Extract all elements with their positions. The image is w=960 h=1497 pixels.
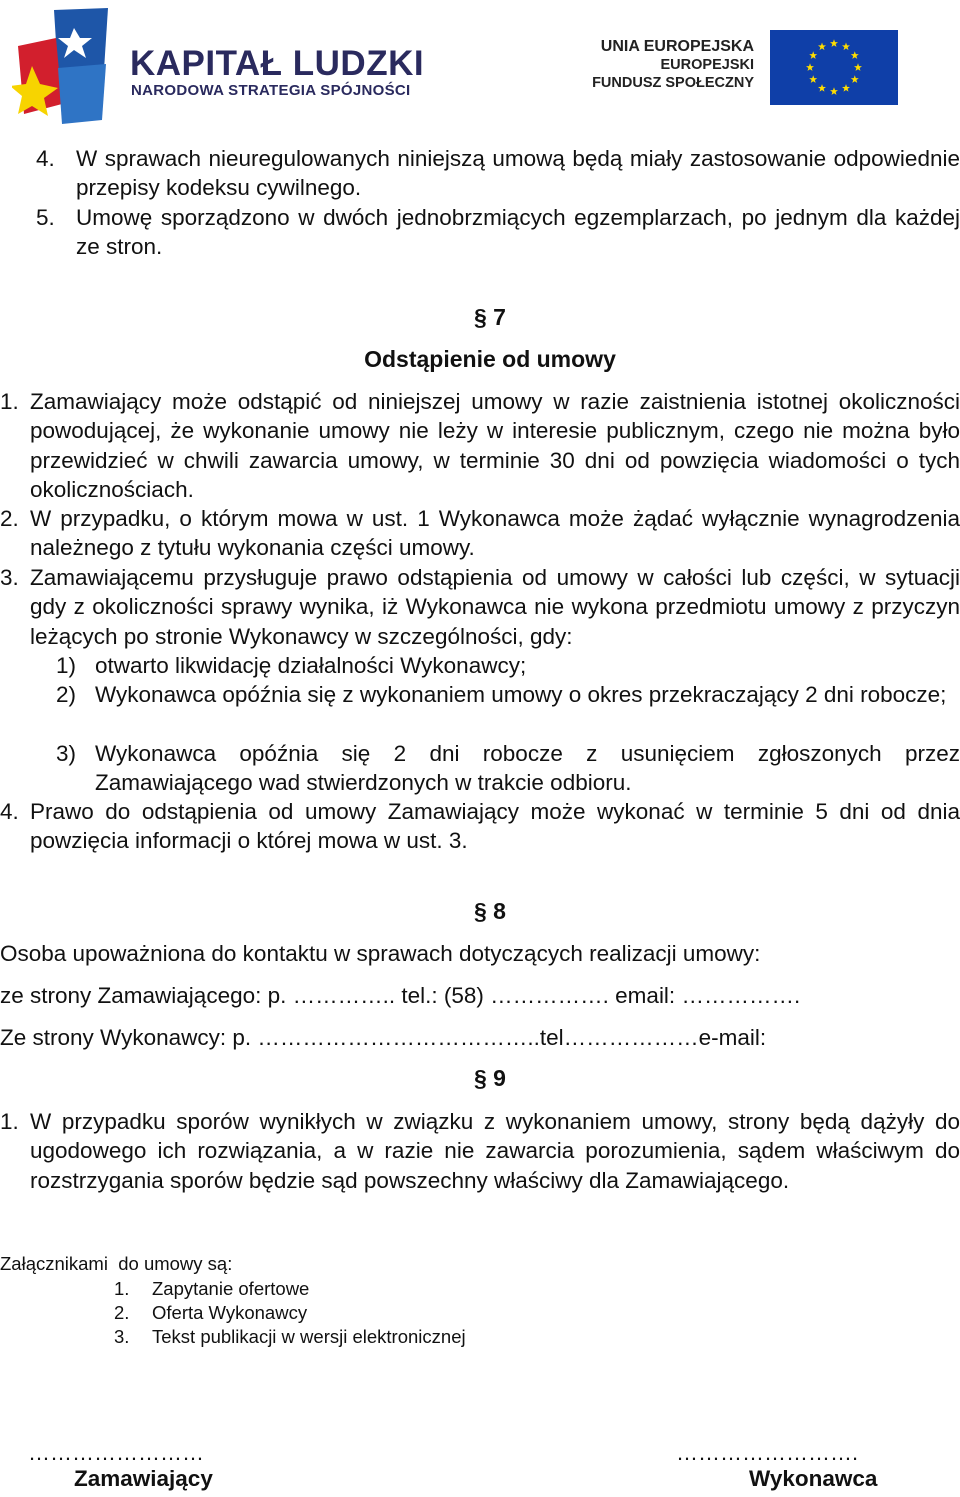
item-text: Prawo do odstąpienia od umowy Zamawiający może wykonać w terminie 5 dni od dnia powzięcia informacji o której mowa w ust. 3. [30, 799, 960, 854]
kapital-ludzki-subtitle: NARODOWA STRATEGIA SPÓJNOŚCI [131, 82, 411, 99]
item-text: Oferta Wykonawcy [152, 1302, 308, 1323]
item-text: Umowę sporządzono w dwóch jednobrzmiących egzemplarzach, po jednym dla każdej ze stron. [76, 205, 960, 260]
contact-zamawiajacy: ze strony Zamawiającego: p. ………….. tel.: (58) ……………. email: ……………. [0, 983, 801, 1008]
item-number: 3) [56, 741, 77, 766]
item-number: 4. [36, 146, 55, 171]
item-number: 1. [0, 1109, 19, 1134]
section-mark-8: § 8 [474, 898, 506, 924]
list-item [0, 797, 960, 856]
section-mark-7: § 7 [474, 304, 506, 330]
item-text: W sprawach nieuregulowanych niniejszą umową będą miały zastosowanie odpowiednie przepisy kodeksu cywilnego. [76, 146, 960, 201]
attachment-item [114, 1301, 714, 1326]
kapital-ludzki-logo-icon [12, 8, 124, 126]
item-number: 2. [114, 1302, 130, 1323]
eu-logo-line3: FUNDUSZ SPOŁECZNY [592, 75, 754, 91]
item-text: Zamawiającemu przysługuje prawo odstąpienia od umowy w całości lub części, w sytuacji gdy z okoliczności sprawy wynika, iż Wykonawca nie wykona przedmiotu umowy z przyczyn leżących po stronie Wykonawcy w szczególności, gdy: [30, 565, 960, 649]
kapital-ludzki-title: KAPITAŁ LUDZKI [130, 44, 425, 83]
signature-label-wykonawca: Wykonawca [749, 1466, 878, 1491]
item-text: Zapytanie ofertowe [152, 1278, 310, 1299]
section-title-7: Odstąpienie od umowy [364, 346, 616, 372]
item-text: Zamawiający może odstąpić od niniejszej umowy w razie zaistnienia istotnej okoliczności powodującej, że wykonanie umowy nie leży w interesie publicznym, czego nie można było przewidzieć w chwili zawarcia umowy, w terminie 30 dni od powzięcia wiadomości o tych okolicznościach. [30, 389, 960, 502]
item-number: 2) [56, 682, 77, 707]
list-item [36, 203, 960, 262]
item-number: 2. [0, 506, 19, 531]
eu-flag-icon [770, 30, 898, 105]
list-item [36, 144, 960, 203]
item-number: 3. [0, 565, 19, 590]
list-item [0, 504, 960, 563]
list-item [0, 563, 960, 651]
list-item [0, 1107, 960, 1195]
signature-line-left: …………………… [28, 1440, 204, 1465]
eu-logo-line1: UNIA EUROPEJSKA [600, 38, 754, 55]
item-number: 1. [114, 1278, 130, 1299]
item-number: 5. [36, 205, 55, 230]
attachment-item [114, 1325, 714, 1350]
item-text: Wykonawca opóźnia się 2 dni robocze z usunięciem zgłoszonych przez Zamawiającego wad stwierdzonych w trakcie odbioru. [95, 741, 960, 796]
contact-wykonawca: Ze strony Wykonawcy: p. ………………………………..tel………………e-mail: [0, 1025, 767, 1050]
sub-list-item [56, 739, 960, 798]
item-number: 1. [0, 389, 19, 414]
signature-line-right: ……………………. [676, 1440, 859, 1465]
attachments-title: Załącznikami do umowy są: [0, 1253, 233, 1274]
item-number: 4. [0, 799, 19, 824]
contact-intro: Osoba upoważniona do kontaktu w sprawach dotyczących realizacji umowy: [0, 941, 761, 966]
sub-list-item [56, 651, 960, 680]
item-text: Tekst publikacji w wersji elektronicznej [152, 1326, 466, 1347]
signature-label-zamawiajacy: Zamawiający [74, 1466, 213, 1491]
item-number: 1) [56, 653, 77, 678]
item-text: W przypadku sporów wynikłych w związku z wykonaniem umowy, strony będą dążyły do ugodowego ich rozwiązania, a w razie nie zawarcia porozumienia, sądem właściwym do rozstrzygania sporów będzie sąd powszechny właściwy dla Zamawiającego. [30, 1109, 960, 1193]
eu-logo-line2: EUROPEJSKI [660, 57, 754, 73]
item-text: W przypadku, o którym mowa w ust. 1 Wykonawca może żądać wyłącznie wynagrodzenia należnego z tytułu wykonania części umowy. [30, 506, 960, 561]
attachment-item [114, 1277, 714, 1302]
item-text: Wykonawca opóźnia się z wykonaniem umowy o okres przekraczający 2 dni robocze; [95, 682, 947, 707]
item-text: otwarto likwidację działalności Wykonawcy; [95, 653, 527, 678]
list-item [0, 387, 960, 504]
section-mark-9: § 9 [474, 1065, 506, 1091]
item-number: 3. [114, 1326, 130, 1347]
sub-list-item [56, 680, 960, 709]
eu-logo-text [578, 38, 754, 92]
